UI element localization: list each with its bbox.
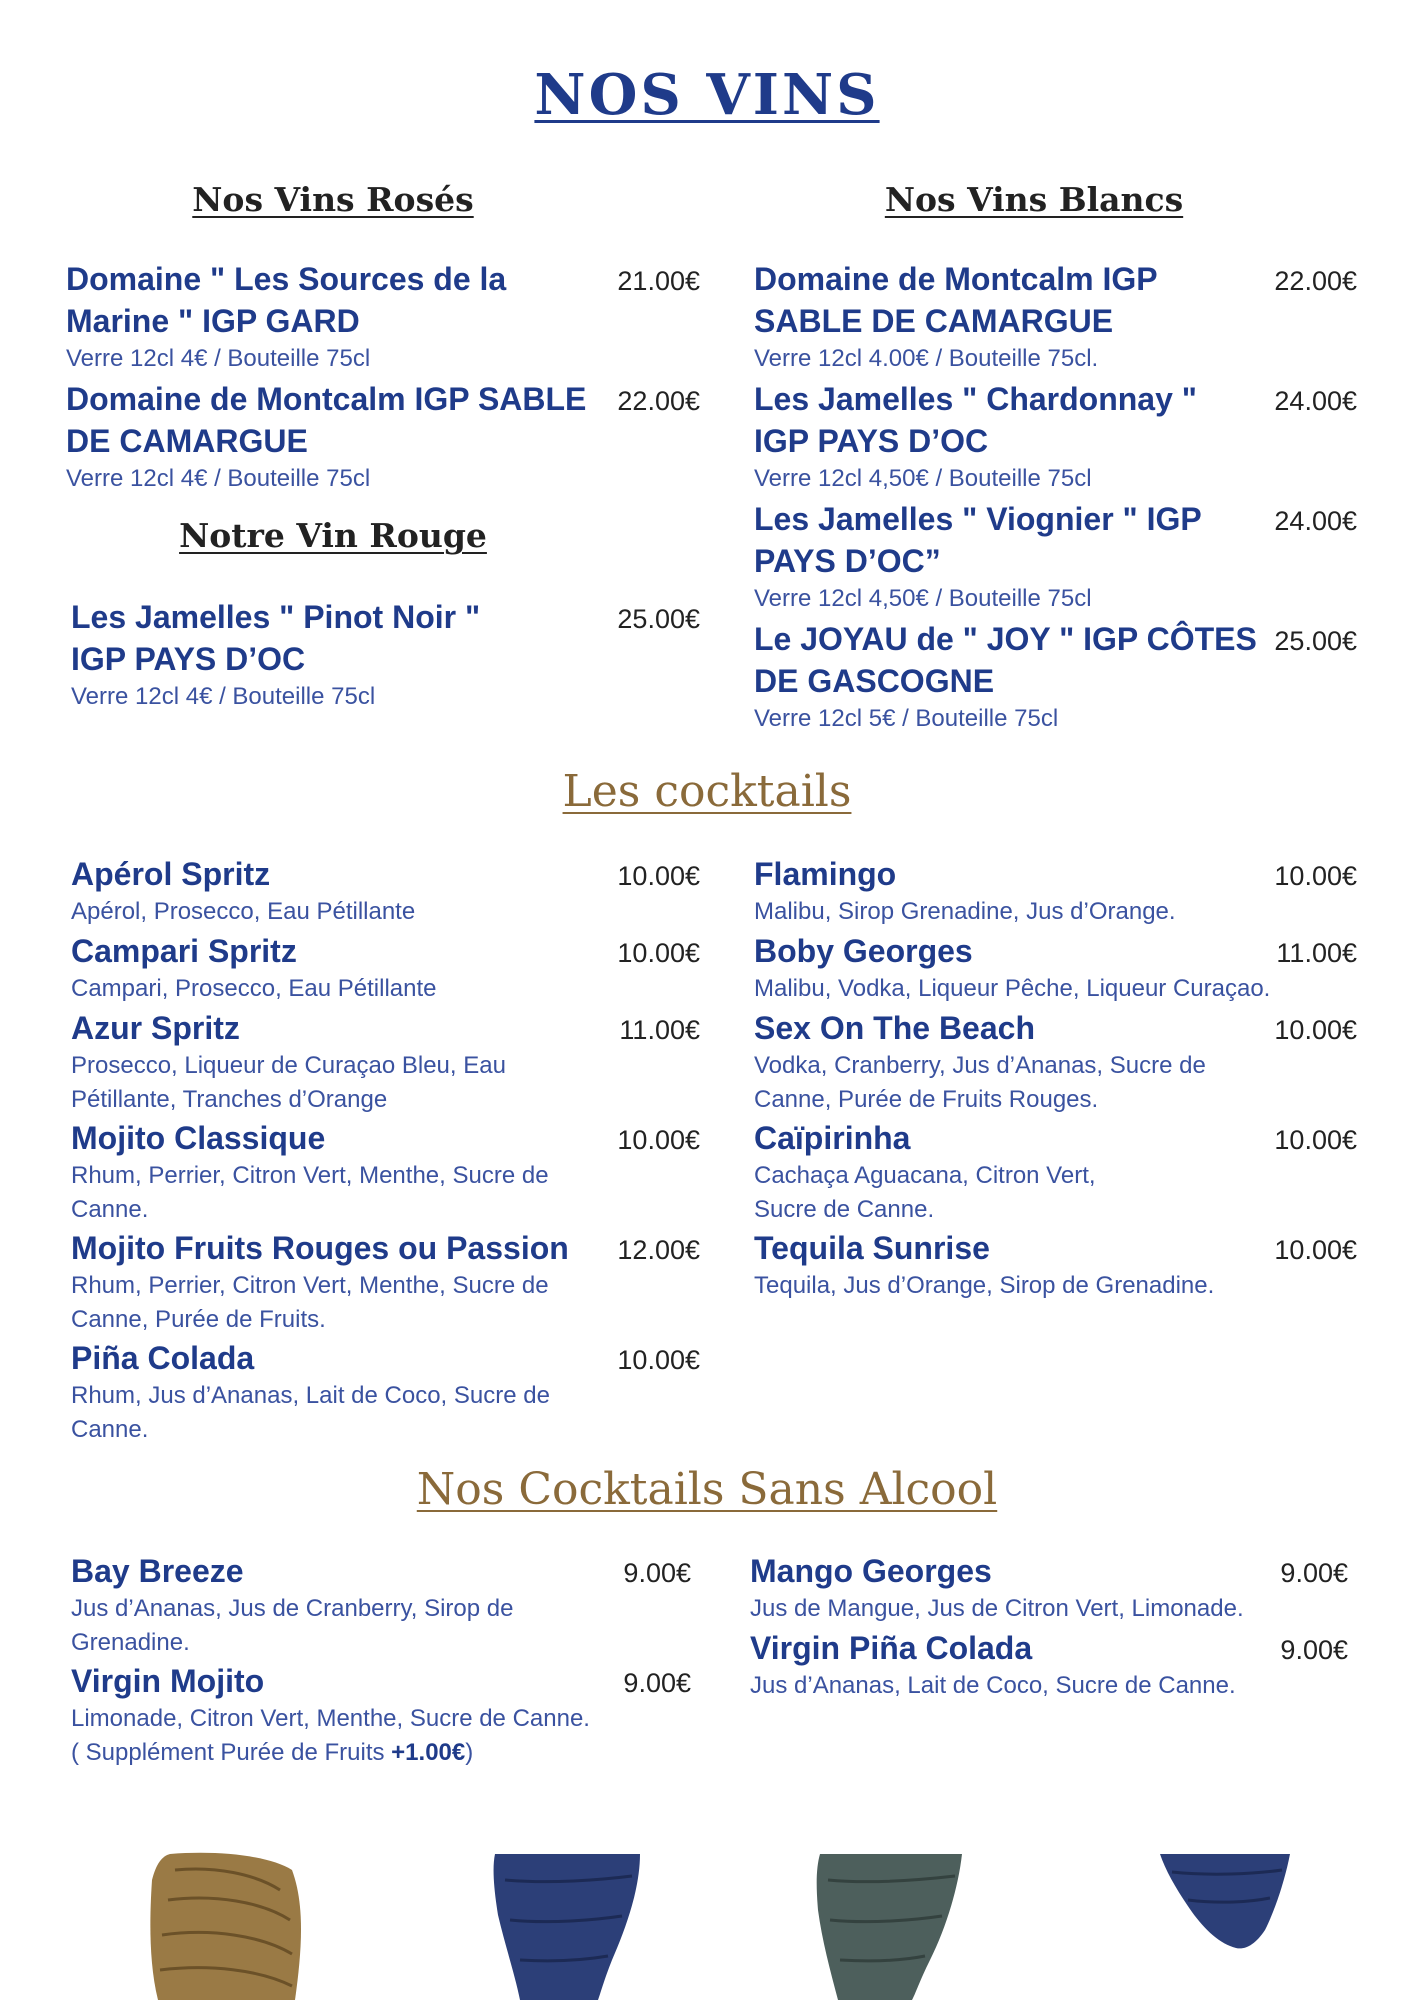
item-price: 11.00€ [619,1015,700,1045]
item-price: 10.00€ [617,1345,700,1375]
item-price: 9.00€ [623,1668,691,1698]
item-desc: Rhum, Perrier, Citron Vert, Menthe, Sucre de Canne, Purée de Fruits. [71,1272,549,1333]
item-name: Campari Spritz [71,933,297,969]
item-name: Piña Colada [71,1340,255,1376]
menu-item [754,1227,1357,1337]
item-desc: Tequila, Jus d’Orange, Sirop de Grenadine. [754,1272,1215,1299]
item-desc: Verre 12cl 4,50€ / Bouteille 75cl [754,585,1092,612]
item-price: 11.00€ [1276,938,1357,968]
note-suffix: ) [465,1739,474,1766]
item-price: 10.00€ [1274,1125,1357,1155]
item-name: Domaine de Montcalm IGP SABLE DE CAMARGUE [754,261,1158,339]
item-desc: Campari, Prosecco, Eau Pétillante [71,975,437,1002]
item-price: 9.00€ [623,1558,691,1588]
sans-alcool-heading: Nos Cocktails Sans Alcool [416,1464,998,1515]
item-name: Azur Spritz [71,1010,240,1046]
menu-item [71,1550,691,1660]
item-desc: Vodka, Cranberry, Jus d’Ananas, Sucre de Canne, Purée de Fruits Rouges. [754,1052,1206,1113]
item-desc: Jus d’Ananas, Lait de Coco, Sucre de Canne. [750,1672,1236,1699]
menu-item [66,258,700,378]
item-name: Apérol Spritz [71,856,271,892]
item-name: Boby Georges [754,933,973,969]
menu-item [71,1660,691,1770]
item-price: 10.00€ [617,861,700,891]
item-desc: Jus de Mangue, Jus de Citron Vert, Limonade. [750,1595,1244,1622]
cocktails-right-list [754,853,1357,1337]
item-price: 12.00€ [617,1235,700,1265]
item-name: Domaine de Montcalm IGP SABLE DE CAMARGUE [66,381,587,459]
item-note [71,1736,691,1770]
item-name: Virgin Mojito [71,1663,265,1699]
item-desc: Apérol, Prosecco, Eau Pétillante [71,898,416,925]
cocktails-heading: Les cocktails [562,766,852,817]
item-desc: Malibu, Vodka, Liqueur Pêche, Liqueur Curaçao. [754,975,1271,1002]
item-price: 10.00€ [1274,1015,1357,1045]
item-price: 22.00€ [1274,266,1357,296]
item-price: 22.00€ [617,386,700,416]
menu-item [71,596,700,714]
item-desc: Rhum, Perrier, Citron Vert, Menthe, Sucre de Canne. [71,1162,549,1223]
menu-item [754,258,1357,378]
page-title: NOS VINS [534,62,880,128]
item-name: Bay Breeze [71,1553,244,1589]
roses-list [66,258,700,498]
item-name: Mojito Fruits Rouges ou Passion [71,1230,569,1266]
item-desc: Verre 12cl 4€ / Bouteille 75cl [66,345,371,372]
item-desc: Malibu, Sirop Grenadine, Jus d’Orange. [754,898,1176,925]
item-price: 9.00€ [1280,1635,1348,1665]
item-desc: Verre 12cl 5€ / Bouteille 75cl [754,705,1059,732]
item-desc: Rhum, Jus d’Ananas, Lait de Coco, Sucre de Canne. [71,1382,550,1443]
item-desc: Cachaça Aguacana, Citron Vert, Sucre de Canne. [754,1162,1096,1223]
item-price: 10.00€ [617,1125,700,1155]
item-name: Tequila Sunrise [754,1230,990,1266]
item-price: 10.00€ [1274,1235,1357,1265]
menu-item [754,853,1357,930]
item-name: Le JOYAU de " JOY " IGP CÔTES DE GASCOGNE [754,621,1257,699]
menu-item [71,1007,700,1117]
oyster-navy-icon [1160,1854,1290,1948]
item-desc: Verre 12cl 4.00€ / Bouteille 75cl. [754,345,1099,372]
menu-item [71,1117,700,1227]
oyster-gold-icon [150,1853,301,2000]
menu-item [754,1007,1357,1117]
item-name: Sex On The Beach [754,1010,1035,1046]
blancs-list [754,258,1357,738]
menu-item [754,930,1357,1007]
item-name: Caïpirinha [754,1120,911,1156]
rouge-heading: Notre Vin Rouge [179,516,487,555]
menu-item [71,930,700,1007]
menu-item [750,1550,1348,1627]
item-name: Les Jamelles " Viognier " IGP PAYS D’OC” [754,501,1202,579]
item-name: Mango Georges [750,1553,992,1589]
item-price: 10.00€ [1274,861,1357,891]
item-desc: Verre 12cl 4,50€ / Bouteille 75cl [754,465,1092,492]
item-price: 24.00€ [1274,386,1357,416]
menu-item [66,378,700,498]
item-name: Virgin Piña Colada [750,1630,1033,1666]
blancs-heading: Nos Vins Blancs [884,180,1184,219]
menu-item [754,618,1357,738]
menu-item [71,1337,700,1447]
item-name: Les Jamelles " Pinot Noir " IGP PAYS D’OC [71,599,481,677]
rouge-list [71,596,700,714]
item-price: 9.00€ [1280,1558,1348,1588]
item-name: Flamingo [754,856,897,892]
item-name: Les Jamelles " Chardonnay " IGP PAYS D’OC [754,381,1197,459]
oyster-blue-icon [494,1854,640,2000]
item-name: Mojito Classique [71,1120,326,1156]
menu-item [750,1627,1348,1704]
oyster-illustrations [0,1850,1414,2000]
roses-heading: Nos Vins Rosés [192,180,474,219]
item-desc: Jus d’Ananas, Jus de Cranberry, Sirop de Grenadine. [71,1595,514,1656]
note-price: +1.00€ [391,1739,466,1766]
sans-alcool-right-list [750,1550,1348,1704]
cocktails-left-list [71,853,700,1447]
item-desc: Prosecco, Liqueur de Curaçao Bleu, Eau Pétillante, Tranches d’Orange [71,1052,506,1113]
menu-item [71,853,700,930]
menu-item [754,498,1357,618]
menu-item [754,378,1357,498]
item-price: 21.00€ [617,266,700,296]
note-prefix: ( Supplément Purée de Fruits [71,1739,392,1766]
menu-item [71,1227,700,1337]
item-desc: Verre 12cl 4€ / Bouteille 75cl [71,683,376,710]
item-price: 25.00€ [617,604,700,634]
item-price: 10.00€ [617,938,700,968]
item-price: 25.00€ [1274,626,1357,656]
menu-item [754,1117,1357,1227]
oyster-teal-icon [817,1854,962,2000]
sans-alcool-left-list [71,1550,691,1770]
item-desc: Verre 12cl 4€ / Bouteille 75cl [66,465,371,492]
item-desc: Limonade, Citron Vert, Menthe, Sucre de Canne. [71,1705,590,1732]
item-name: Domaine " Les Sources de la Marine " IGP GARD [66,261,507,339]
item-price: 24.00€ [1274,506,1357,536]
